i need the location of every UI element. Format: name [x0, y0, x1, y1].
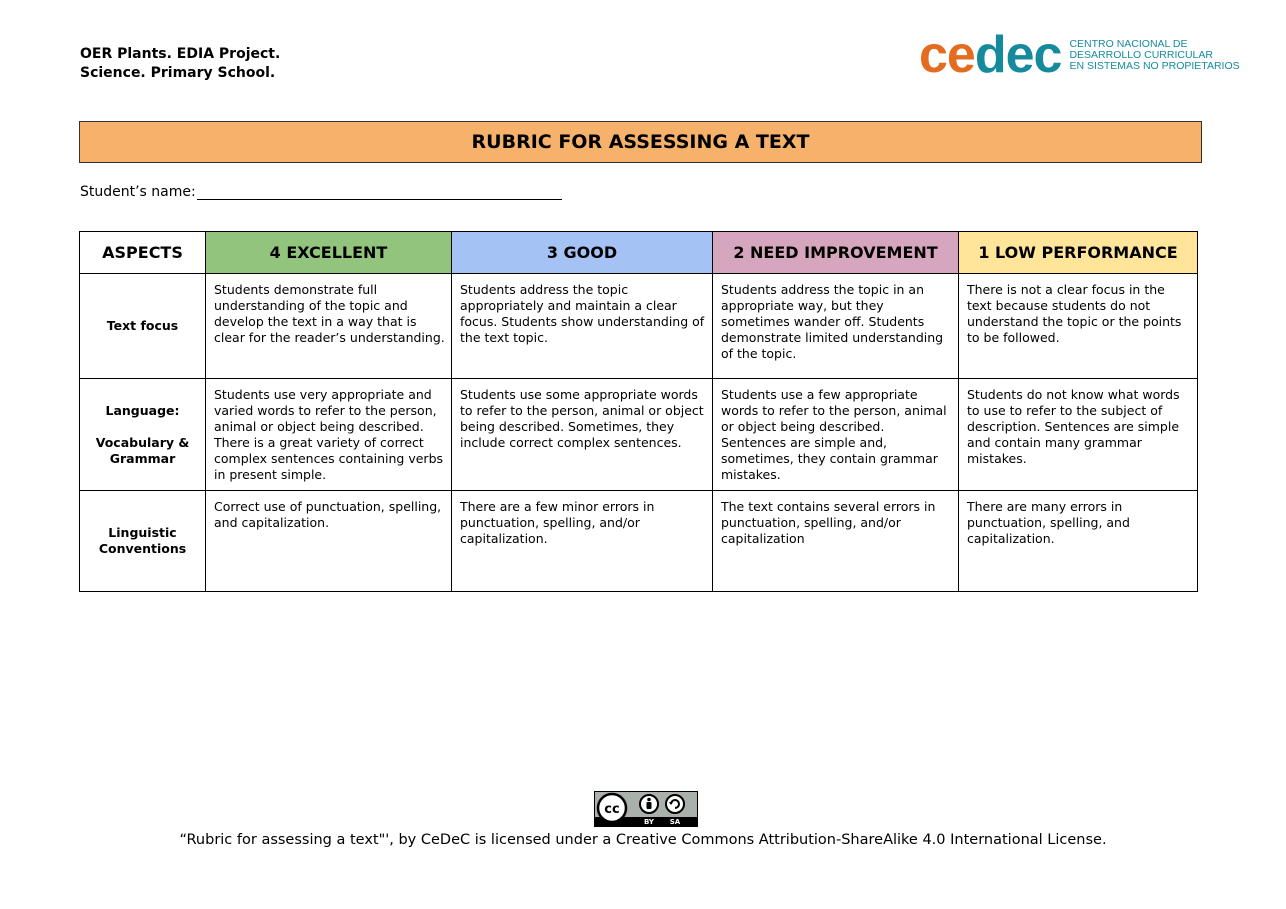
aspect-language-title: Language: [105, 402, 180, 418]
header-low-performance: 1 LOW PERFORMANCE [959, 232, 1198, 274]
logo-subtitle-line-3: EN SISTEMAS NO PROPIETARIOS [1069, 59, 1240, 72]
table-cell: There are a few minor errors in punctuation, spelling, and/or capitalization. [452, 491, 713, 592]
logo-subtitle-line-2: DESARROLLO CURRICULAR [1069, 48, 1213, 61]
header-need-improvement: 2 NEED IMPROVEMENT [713, 232, 959, 274]
table-cell: Students demonstrate full understanding of the topic and develop the text in a way that is clear for the reader’s understanding. [206, 274, 452, 379]
logo-wordmark-teal: dec [974, 26, 1062, 84]
student-name-label: Student’s name: [80, 184, 196, 200]
sa-label: SA [669, 818, 681, 826]
header-subject-line: Science. Primary School. [80, 65, 276, 81]
rubric-table [79, 231, 1198, 592]
logo-wordmark [919, 26, 1062, 84]
aspect-linguistic-conventions: Linguistic Conventions [80, 491, 206, 592]
table-cell: Students address the topic in an appropriate way, but they sometimes wander off. Students demonstrate limited understanding of the topic. [713, 274, 959, 379]
logo-subtitle [1069, 39, 1239, 72]
cc-by-sa-icon [595, 792, 697, 826]
page-title: RUBRIC FOR ASSESSING A TEXT [471, 131, 810, 153]
cc-icon-text: cc [604, 802, 620, 817]
table-cell: The text contains several errors in punctuation, spelling, and/or capitalization [713, 491, 959, 592]
table-cell: Correct use of punctuation, spelling, and capitalization. [206, 491, 452, 592]
header-excellent: 4 EXCELLENT [206, 232, 452, 274]
student-name-blank-line[interactable] [197, 184, 562, 200]
table-cell: Students address the topic appropriately and maintain a clear focus. Students show understanding of the text topic. [452, 274, 713, 379]
table-cell: There are many errors in punctuation, spelling, and capitalization. [959, 491, 1198, 592]
document-header [80, 45, 280, 83]
aspect-language-subtitle: Vocabulary & Grammar [95, 434, 190, 466]
logo-wordmark-orange: ce [919, 26, 975, 84]
header-aspects: ASPECTS [80, 232, 206, 274]
cedec-logo [919, 26, 1240, 84]
header-good: 3 GOOD [452, 232, 713, 274]
table-row [80, 491, 1198, 592]
rubric-header-row [80, 232, 1198, 274]
table-cell: Students use a few appropriate words to refer to the person, animal or object being described. Sentences are simple and, sometimes, they contain grammar mistakes. [713, 379, 959, 491]
logo-subtitle-line-1: CENTRO NACIONAL DE [1069, 37, 1188, 50]
table-cell: Students do not know what words to use to refer to the subject of description. Sentences are simple and contain many grammar mistakes. [959, 379, 1198, 491]
table-row [80, 379, 1198, 491]
header-project-line: OER Plants. EDIA Project. [80, 46, 281, 62]
license-text: “Rubric for assessing a text"', by CeDeC is licensed under a Creative Commons Attribution-ShareAlike 4.0 International License. [179, 832, 1107, 848]
student-name-field [80, 184, 562, 200]
cc-by-sa-license-badge[interactable] [594, 791, 698, 827]
by-label: BY [643, 818, 655, 826]
aspect-language [80, 379, 206, 491]
table-cell: Students use very appropriate and varied words to refer to the person, animal or object being described. There is a great variety of correct complex sentences containing verbs in present simple. [206, 379, 452, 491]
table-cell: There is not a clear focus in the text because students do not understand the topic or the points to be followed. [959, 274, 1198, 379]
table-row [80, 274, 1198, 379]
aspect-text-focus: Text focus [80, 274, 206, 379]
title-banner [79, 121, 1202, 163]
table-cell: Students use some appropriate words to refer to the person, animal or object being described. Sometimes, they include correct complex sentences. [452, 379, 713, 491]
